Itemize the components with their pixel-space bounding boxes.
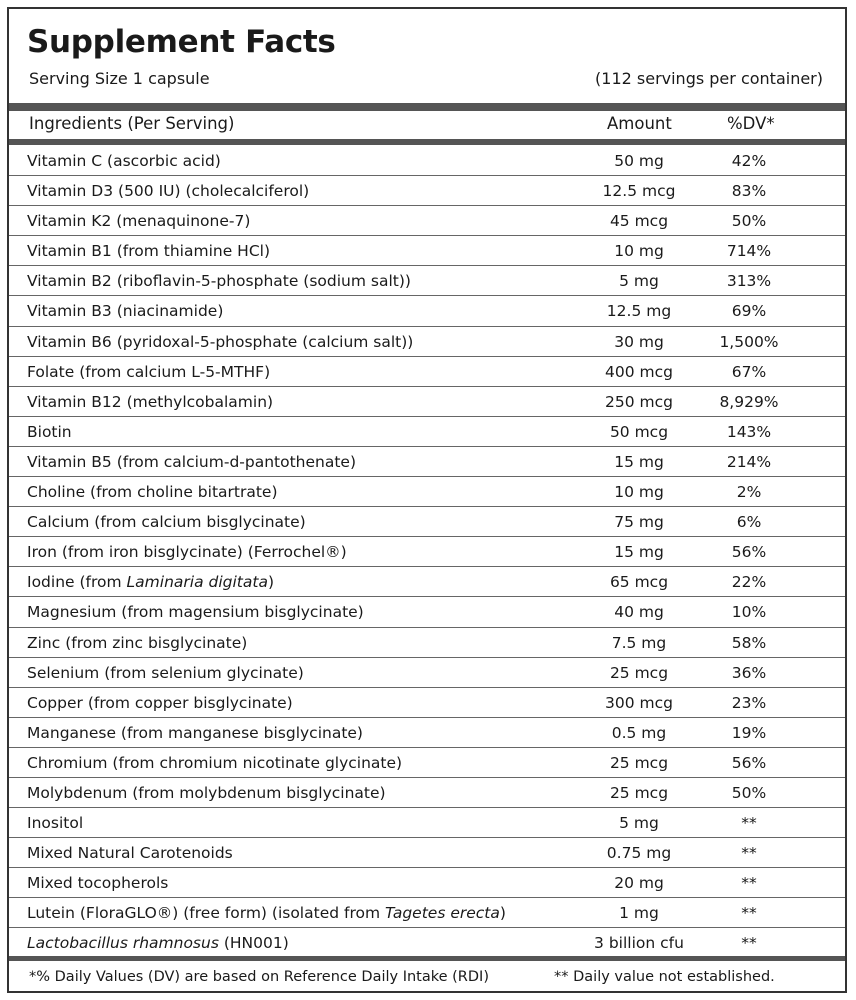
ingredient-name-post: (HN001) <box>218 934 289 953</box>
table-row <box>9 477 845 507</box>
table-row <box>9 387 845 417</box>
ingredient-name: Iron (from iron bisglycinate) (Ferrochel®) <box>27 543 347 562</box>
ingredient-dv: 2% <box>736 483 762 502</box>
ingredient-dv: ** <box>741 844 757 863</box>
ingredient-amount: 45 mcg <box>609 212 669 231</box>
ingredient-table <box>9 146 845 959</box>
ingredient-dv: 8,929% <box>719 392 779 411</box>
table-row <box>9 658 845 688</box>
ingredient-name: Mixed Natural Carotenoids <box>27 844 233 863</box>
ingredient-name: Chromium (from chromium nicotinate glycinate) <box>27 753 403 772</box>
ingredient-name <box>27 934 289 952</box>
ingredient-name: Vitamin B1 (from thiamine HCl) <box>27 242 270 261</box>
ingredient-name: Inositol <box>27 814 84 833</box>
ingredient-name-italic: Lactobacillus rhamnosus <box>27 934 219 953</box>
ingredient-dv: 50% <box>731 783 767 802</box>
ingredient-dv: 23% <box>731 693 767 712</box>
ingredient-amount: 7.5 mg <box>611 633 667 652</box>
table-row <box>9 507 845 537</box>
ingredient-dv: ** <box>741 934 757 953</box>
ingredient-dv: 36% <box>731 663 767 682</box>
ingredient-dv: 58% <box>731 633 767 652</box>
header-dv: %DV* <box>727 114 775 133</box>
ingredient-dv: 42% <box>731 152 767 170</box>
serving-size: Serving Size 1 capsule <box>29 69 210 88</box>
ingredient-name: Magnesium (from magensium bisglycinate) <box>27 603 364 622</box>
ingredient-name: Biotin <box>27 422 72 441</box>
table-row <box>9 447 845 477</box>
ingredient-amount: 5 mg <box>619 814 659 833</box>
table-row <box>9 628 845 658</box>
ingredient-name-pre: Iodine (from <box>27 573 127 592</box>
ingredient-amount: 15 mg <box>614 543 664 562</box>
ingredient-name: Manganese (from manganese bisglycinate) <box>27 723 363 742</box>
table-row <box>9 748 845 778</box>
table-row <box>9 928 845 958</box>
footnote-dv: *% Daily Values (DV) are based on Reference Daily Intake (RDI) <box>29 969 489 985</box>
ingredient-name: Choline (from choline bitartrate) <box>27 483 278 502</box>
ingredient-amount: 12.5 mg <box>606 302 672 321</box>
table-row <box>9 838 845 868</box>
ingredient-amount: 25 mcg <box>609 753 669 772</box>
table-row <box>9 266 845 296</box>
ingredient-name: Zinc (from zinc bisglycinate) <box>27 633 248 652</box>
ingredient-dv: 50% <box>731 212 767 231</box>
ingredient-name: Vitamin C (ascorbic acid) <box>27 152 221 170</box>
ingredient-dv: 313% <box>726 272 772 291</box>
ingredient-dv: 67% <box>731 362 767 381</box>
ingredient-amount: 40 mg <box>614 603 664 622</box>
ingredient-amount: 10 mg <box>614 483 664 502</box>
ingredient-name-post: ) <box>499 904 506 923</box>
ingredient-name-post: ) <box>267 573 275 592</box>
ingredient-amount: 0.5 mg <box>611 723 667 742</box>
header-amount: Amount <box>607 114 672 133</box>
table-row <box>9 296 845 326</box>
table-row <box>9 206 845 236</box>
footnote-not-established: ** Daily value not established. <box>554 969 775 985</box>
ingredient-amount: 300 mcg <box>605 693 673 712</box>
ingredient-name: Selenium (from selenium glycinate) <box>27 663 304 682</box>
table-row <box>9 236 845 266</box>
ingredient-name <box>27 904 506 922</box>
ingredient-amount: 250 mcg <box>605 392 673 411</box>
table-row <box>9 146 845 176</box>
ingredient-dv: 1,500% <box>719 332 779 351</box>
ingredient-name: Vitamin K2 (menaquinone-7) <box>27 212 251 231</box>
ingredient-amount: 25 mcg <box>609 663 669 682</box>
ingredient-amount: 20 mg <box>614 874 664 893</box>
ingredient-amount: 400 mcg <box>605 362 673 381</box>
ingredient-name: Vitamin B5 (from calcium-d-pantothenate) <box>27 452 357 471</box>
ingredient-amount: 12.5 mcg <box>602 182 676 201</box>
ingredient-dv: 69% <box>731 302 767 321</box>
table-row <box>9 327 845 357</box>
ingredient-dv: 6% <box>736 513 762 532</box>
table-row <box>9 718 845 748</box>
ingredient-amount: 30 mg <box>614 332 664 351</box>
ingredient-name: Vitamin B2 (riboflavin-5-phosphate (sodium salt)) <box>27 272 411 291</box>
ingredient-dv: 19% <box>731 723 767 742</box>
ingredient-name-pre: Lutein (FloraGLO®) (free form) (isolated from <box>27 904 385 923</box>
table-row <box>9 688 845 718</box>
ingredient-dv: ** <box>741 814 757 833</box>
table-row <box>9 778 845 808</box>
table-row <box>9 567 845 597</box>
ingredient-dv: 10% <box>731 603 767 622</box>
ingredient-name: Vitamin D3 (500 IU) (cholecalciferol) <box>27 182 310 201</box>
ingredient-amount: 1 mg <box>619 904 659 923</box>
ingredient-dv: 214% <box>726 452 772 471</box>
table-row <box>9 417 845 447</box>
ingredient-dv: 56% <box>731 753 767 772</box>
ingredient-amount: 5 mg <box>619 272 659 291</box>
ingredient-dv: 83% <box>731 182 767 201</box>
ingredient-amount: 65 mcg <box>609 573 669 592</box>
ingredient-name-italic: Laminaria digitata <box>126 573 268 592</box>
ingredient-name: Copper (from copper bisglycinate) <box>27 693 293 712</box>
ingredient-name: Mixed tocopherols <box>27 874 169 893</box>
ingredient-dv: ** <box>741 904 757 923</box>
ingredient-amount: 3 billion cfu <box>594 934 684 953</box>
ingredient-dv: ** <box>741 874 757 893</box>
table-row <box>9 597 845 627</box>
ingredient-amount: 0.75 mg <box>606 844 672 863</box>
ingredient-name: Folate (from calcium L-5-MTHF) <box>27 362 271 381</box>
ingredient-amount: 15 mg <box>614 452 664 471</box>
ingredient-amount: 50 mg <box>614 152 664 170</box>
ingredient-dv: 22% <box>731 573 767 592</box>
ingredient-name: Molybdenum (from molybdenum bisglycinate) <box>27 783 386 802</box>
table-row <box>9 176 845 206</box>
table-row <box>9 357 845 387</box>
ingredient-amount: 75 mg <box>614 513 664 532</box>
ingredient-amount: 50 mcg <box>609 422 669 441</box>
ingredient-name: Vitamin B6 (pyridoxal-5-phosphate (calcium salt)) <box>27 332 414 351</box>
table-row <box>9 868 845 898</box>
ingredient-dv: 714% <box>726 242 772 261</box>
ingredient-name-italic: Tagetes erecta <box>385 904 500 923</box>
header-divider <box>9 139 845 145</box>
supplement-facts-panel <box>7 7 847 993</box>
ingredient-amount: 10 mg <box>614 242 664 261</box>
panel-title: Supplement Facts <box>27 24 336 60</box>
ingredient-dv: 56% <box>731 543 767 562</box>
ingredient-name: Vitamin B12 (methylcobalamin) <box>27 392 274 411</box>
ingredient-name: Vitamin B3 (niacinamide) <box>27 302 224 321</box>
top-divider <box>9 103 845 111</box>
ingredient-dv: 143% <box>726 422 772 441</box>
table-row <box>9 898 845 928</box>
table-row <box>9 808 845 838</box>
ingredient-name <box>27 573 274 591</box>
table-row <box>9 537 845 567</box>
servings-per-container: (112 servings per container) <box>595 69 823 88</box>
header-ingredients: Ingredients (Per Serving) <box>29 114 235 133</box>
ingredient-amount: 25 mcg <box>609 783 669 802</box>
bottom-divider <box>9 956 845 961</box>
ingredient-name: Calcium (from calcium bisglycinate) <box>27 513 306 532</box>
